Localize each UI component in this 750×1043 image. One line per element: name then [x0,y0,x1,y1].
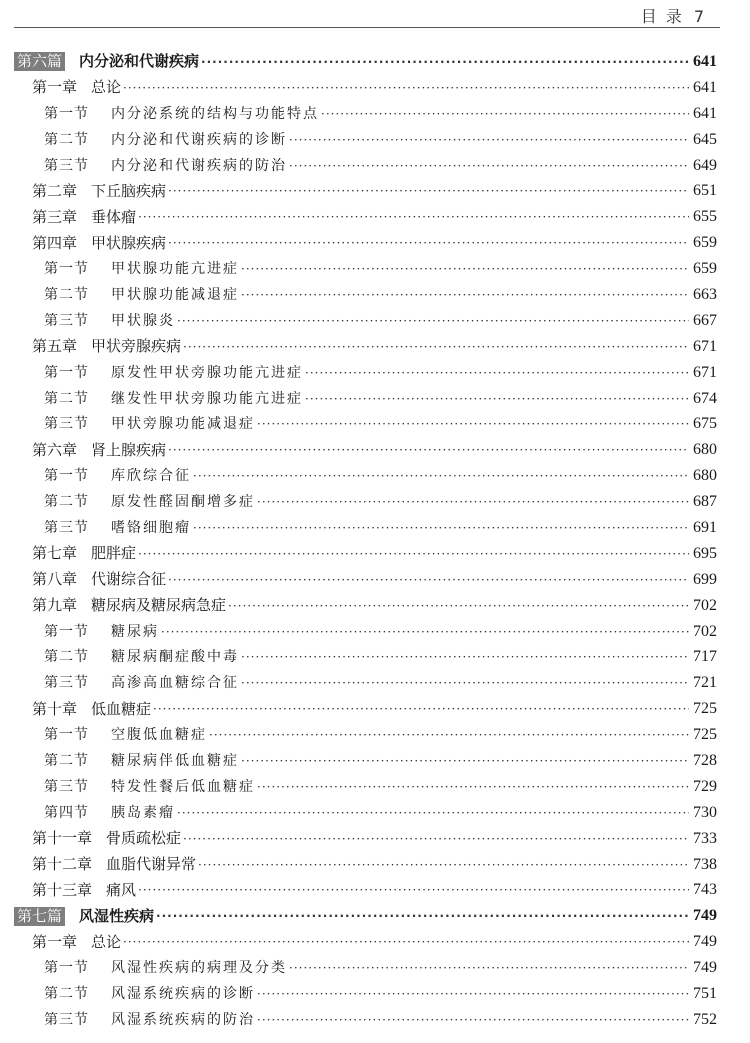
toc-part-label: 第六篇 [14,52,65,71]
toc-chapter-title: 甲状腺疾病 [91,233,167,252]
toc-chapter-label: 第十一章 [32,829,93,848]
toc-entry-section[interactable] [0,153,750,179]
toc-entry-chapter[interactable] [0,852,750,878]
dot-leader [289,160,689,172]
toc-section-title: 嗜铬细胞瘤 [111,519,191,536]
toc-section-label: 第二节 [44,390,89,407]
toc-section-label: 第一节 [44,364,89,381]
toc-entry-section[interactable] [0,774,750,800]
toc-entry-section[interactable] [0,981,750,1007]
toc-page-number: 680 [693,467,717,485]
toc-section-label: 第一节 [44,623,89,640]
dot-leader [257,988,689,1000]
toc-entry-section[interactable] [0,955,750,981]
toc-section-title: 甲状腺炎 [111,312,175,329]
toc-section-title: 库欣综合征 [111,468,191,485]
toc-entry-section[interactable] [0,386,750,412]
toc-part-title: 内分泌和代谢疾病 [79,52,200,71]
toc-page-number: 751 [693,985,717,1002]
dot-leader [123,936,689,948]
toc-section-label: 第一节 [44,960,89,977]
toc-page-number: 725 [693,726,717,744]
toc-page-number: 738 [693,855,717,873]
dot-leader [257,1014,689,1026]
toc-chapter-title: 总论 [91,932,122,951]
toc-section-label: 第二节 [44,494,89,511]
toc-section-label: 第一节 [44,105,89,122]
toc-chapter-label: 第一章 [32,78,78,97]
toc-entry-section[interactable] [0,644,750,670]
dot-leader [138,548,689,560]
dot-leader [183,341,689,353]
toc-entry-section[interactable] [0,619,750,645]
toc-entry-section[interactable] [0,360,750,386]
toc-chapter-label: 第四章 [32,233,78,252]
dot-leader [289,134,689,146]
toc-page-number: 680 [693,441,717,459]
toc-section-title: 内分泌和代谢疾病的防治 [111,157,287,174]
toc-entry-section[interactable] [0,463,750,489]
toc-page-number: 641 [693,52,717,70]
dot-leader [177,315,689,327]
toc-section-title: 糖尿病伴低血糖症 [111,752,239,769]
toc-page-number: 728 [693,751,717,769]
toc-page-number: 749 [693,959,717,977]
toc-entry-section[interactable] [0,101,750,127]
toc-chapter-label: 第二章 [32,181,78,200]
dot-leader [168,574,689,586]
toc-page-number: 667 [693,311,717,329]
toc-page-number: 687 [693,493,717,511]
toc-chapter-title: 血脂代谢异常 [106,855,197,874]
dot-leader [123,82,689,94]
toc-chapter-title: 糖尿病及糖尿病急症 [91,596,227,615]
toc-chapter-label: 第九章 [32,596,78,615]
toc-section-label: 第一节 [44,261,89,278]
toc-section-title: 风湿性疾病的病理及分类 [111,960,287,977]
toc-section-title: 甲状腺功能亢进症 [111,261,239,278]
toc-entry-chapter[interactable] [0,593,750,619]
toc-entry-chapter[interactable] [0,826,750,852]
toc-section-label: 第二节 [44,131,89,148]
dot-leader [209,729,689,741]
dot-leader [228,600,689,612]
dot-leader [168,237,689,249]
toc-page-number: 743 [693,881,717,899]
header-page-number: 7 [693,7,704,26]
toc-part-title: 风湿性疾病 [79,906,155,925]
toc-chapter-label: 第十二章 [32,855,93,874]
toc-page-number: 651 [693,182,717,200]
toc-section-title: 甲状腺功能减退症 [111,286,239,303]
toc-chapter-title: 下丘脑疾病 [91,181,167,200]
toc-page-number: 749 [693,933,717,951]
toc-entry-section[interactable] [0,515,750,541]
toc-page-number: 749 [693,907,717,925]
toc-chapter-label: 第六章 [32,440,78,459]
toc-chapter-label: 第一章 [32,932,78,951]
toc-entry-chapter[interactable] [0,437,750,463]
toc-page-number: 674 [693,389,717,407]
toc-section-label: 第三节 [44,157,89,174]
toc-entry-section[interactable] [0,127,750,153]
toc-page-number: 645 [693,130,717,148]
toc-entry-section[interactable] [0,1007,750,1033]
toc-chapter-title: 代谢综合征 [91,570,167,589]
toc-chapter-title: 骨质疏松症 [106,829,182,848]
toc-section-title: 继发性甲状旁腺功能亢进症 [111,390,303,407]
dot-leader [241,755,689,767]
toc-entry-part[interactable] [0,49,750,75]
toc-page-number: 641 [693,78,717,96]
toc-page-number: 699 [693,570,717,588]
toc-section-label: 第二节 [44,752,89,769]
toc-chapter-label: 第三章 [32,207,78,226]
toc-page-number: 702 [693,622,717,640]
toc-section-label: 第二节 [44,286,89,303]
toc-entry-section[interactable] [0,670,750,696]
toc-page-number: 702 [693,596,717,614]
toc-section-title: 空腹低血糖症 [111,727,207,744]
toc-page-number: 730 [693,803,717,821]
dot-leader [168,444,689,456]
toc-page-number: 659 [693,260,717,278]
toc-entry-chapter[interactable] [0,334,750,360]
dot-leader [305,367,689,379]
toc-page-number: 671 [693,363,717,381]
toc-chapter-title: 肥胖症 [91,544,137,563]
dot-leader [168,185,689,197]
toc-entry-chapter[interactable] [0,178,750,204]
toc-section-label: 第三节 [44,416,89,433]
toc-page-number: 752 [693,1010,717,1028]
dot-leader [289,962,689,974]
table-of-contents [0,49,750,1033]
dot-leader [257,418,689,430]
dot-leader [193,470,689,482]
dot-leader [257,496,689,508]
toc-section-label: 第四节 [44,804,89,821]
toc-entry-section[interactable] [0,308,750,334]
toc-entry-section[interactable] [0,282,750,308]
toc-chapter-title: 总论 [91,78,122,97]
toc-section-label: 第二节 [44,649,89,666]
toc-section-title: 特发性餐后低血糖症 [111,778,255,795]
toc-chapter-label: 第八章 [32,570,78,589]
toc-page-number: 733 [693,829,717,847]
toc-chapter-title: 低血糖症 [91,699,152,718]
toc-section-title: 风湿系统疾病的诊断 [111,986,255,1002]
dot-leader [198,859,689,871]
dot-leader [138,211,689,223]
toc-entry-section[interactable] [0,748,750,774]
toc-entry-chapter[interactable] [0,230,750,256]
toc-section-title: 糖尿病酮症酸中毒 [111,649,239,666]
toc-section-label: 第三节 [44,1011,89,1028]
dot-leader [138,884,689,896]
toc-page-number: 675 [693,415,717,433]
toc-section-label: 第一节 [44,727,89,744]
toc-section-title: 胰岛素瘤 [111,804,175,821]
toc-part-label: 第七篇 [14,907,65,926]
dot-leader [241,677,689,689]
toc-section-label: 第一节 [44,468,89,485]
toc-entry-section[interactable] [0,722,750,748]
toc-entry-section[interactable] [0,800,750,826]
toc-page-number: 691 [693,518,717,536]
toc-section-label: 第三节 [44,675,89,692]
toc-chapter-title: 甲状旁腺疾病 [91,337,182,356]
toc-section-title: 风湿系统疾病的防治 [111,1011,255,1028]
toc-page-number: 663 [693,285,717,303]
dot-leader [161,626,689,638]
toc-page-number: 729 [693,777,717,795]
toc-section-title: 原发性甲状旁腺功能亢进症 [111,364,303,381]
toc-page-number: 671 [693,337,717,355]
dot-leader [183,833,689,845]
dot-leader [193,522,689,534]
toc-page-number: 717 [693,648,717,666]
toc-section-title: 内分泌和代谢疾病的诊断 [111,131,287,148]
toc-chapter-label: 第七章 [32,544,78,563]
toc-entry-chapter[interactable] [0,929,750,955]
toc-entry-chapter[interactable] [0,75,750,101]
dot-leader [201,56,689,68]
toc-chapter-title: 痛风 [106,880,137,899]
toc-section-label: 第三节 [44,312,89,329]
toc-page-number: 725 [693,700,717,718]
dot-leader [156,910,689,922]
toc-entry-section[interactable] [0,411,750,437]
toc-chapter-title: 肾上腺疾病 [91,440,167,459]
toc-entry-chapter[interactable] [0,567,750,593]
toc-page-number: 655 [693,208,717,226]
toc-entry-section[interactable] [0,256,750,282]
dot-leader [241,651,689,663]
toc-entry-chapter[interactable] [0,878,750,904]
toc-page-number: 641 [693,104,717,122]
dot-leader [305,393,689,405]
toc-section-title: 原发性醛固酮增多症 [111,494,255,511]
toc-section-title: 糖尿病 [111,623,159,640]
toc-chapter-title: 垂体瘤 [91,207,137,226]
toc-page-number: 695 [693,544,717,562]
dot-leader [257,781,689,793]
toc-page-number: 721 [693,674,717,692]
toc-entry-chapter[interactable] [0,696,750,722]
toc-section-label: 第二节 [44,986,89,1002]
dot-leader [241,289,689,301]
toc-section-label: 第三节 [44,778,89,795]
toc-section-title: 内分泌系统的结构与功能特点 [111,105,319,122]
toc-section-title: 高渗高血糖综合征 [111,675,239,692]
dot-leader [177,807,689,819]
toc-page-number: 649 [693,156,717,174]
toc-entry-part[interactable] [0,903,750,929]
toc-entry-chapter[interactable] [0,541,750,567]
toc-chapter-label: 第五章 [32,337,78,356]
header-text [641,4,704,27]
dot-leader [153,703,689,715]
header-title: 目 录 [640,7,684,26]
toc-entry-section[interactable] [0,489,750,515]
dot-leader [241,263,689,275]
toc-entry-chapter[interactable] [0,204,750,230]
toc-chapter-label: 第十章 [32,699,78,718]
toc-page-number: 659 [693,234,717,252]
running-header [14,0,720,28]
toc-section-label: 第三节 [44,519,89,536]
toc-section-title: 甲状旁腺功能减退症 [111,416,255,433]
toc-chapter-label: 第十三章 [32,880,93,899]
dot-leader [321,108,689,120]
